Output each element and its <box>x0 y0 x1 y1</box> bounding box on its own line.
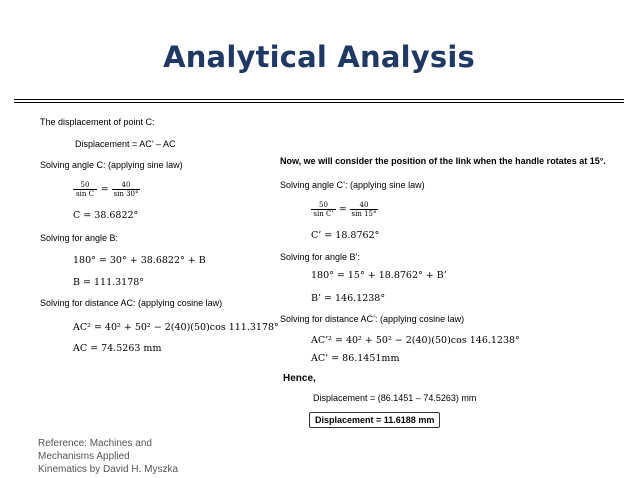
displacement-result-box: Displacement = 11.6188 mm <box>309 412 440 428</box>
left-sine-fraction-1 <box>73 181 97 198</box>
left-frac1-denominator: sin C <box>73 189 97 198</box>
reference-line-1: Reference: Machines and <box>38 438 152 449</box>
right-ac-equation: AC’² = 40² + 50² − 2(40)(50)cos 146.1238° <box>311 335 520 346</box>
right-sine-fraction-2 <box>350 201 378 218</box>
right-angle-c-heading: Solving angle C’: (applying sine law) <box>280 180 425 190</box>
left-ac-equation: AC² = 40² + 50² − 2(40)(50)cos 111.3178° <box>73 322 279 333</box>
right-angle-b-heading: Solving for angle B’: <box>280 252 361 262</box>
right-frac1-numerator: 50 <box>319 201 328 209</box>
left-ac-heading: Solving for distance AC: (applying cosine law) <box>40 298 223 308</box>
left-b-value: B = 111.3178° <box>73 277 145 288</box>
left-sine-fraction-2 <box>112 181 140 198</box>
title-divider-bottom <box>14 102 624 103</box>
right-b-value: B’ = 146.1238° <box>311 293 386 304</box>
left-frac2-numerator: 40 <box>121 181 131 189</box>
right-ac-value: AC’ = 86.1451mm <box>311 353 400 364</box>
left-b-equation: 180° = 30° + 38.6822° + B <box>73 255 206 266</box>
reference-note <box>38 437 178 476</box>
right-hence: Hence, <box>283 373 316 384</box>
right-sine-fraction-1 <box>311 201 336 218</box>
right-b-equation: 180° = 15° + 18.8762° + B’ <box>311 270 447 281</box>
left-displacement-formula: Displacement = AC’ – AC <box>75 139 176 149</box>
left-frac2-denominator: sin 30° <box>113 190 139 198</box>
right-c-value: C’ = 18.8762° <box>311 230 380 241</box>
left-c-value: C = 38.6822° <box>73 210 139 221</box>
right-frac2-numerator: 40 <box>359 201 369 209</box>
title-divider-top <box>14 99 624 100</box>
right-intro: Now, we will consider the position of the link when the handle rotates at 15°. <box>280 156 606 166</box>
left-angle-c-heading: Solving angle C: (applying sine law) <box>40 160 183 170</box>
left-angle-b-heading: Solving for angle B: <box>40 233 119 243</box>
left-ac-value: AC = 74.5263 mm <box>73 343 162 354</box>
left-frac1-numerator: 50 <box>80 181 90 189</box>
reference-line-2: Mechanisms Applied <box>38 451 130 462</box>
left-frac-equals: = <box>101 185 109 195</box>
reference-line-3: Kinematics by David H. Myszka <box>38 464 179 475</box>
right-ac-heading: Solving for distance AC’: (applying cosine law) <box>280 314 465 324</box>
right-frac-equals: = <box>339 205 347 215</box>
right-frac1-denominator: sin C’ <box>311 209 336 218</box>
right-displacement-calc: Displacement = (86.1451 – 74.5263) mm <box>313 393 477 403</box>
slide-title: Analytical Analysis <box>163 40 475 74</box>
right-frac2-denominator: sin 15° <box>351 210 377 218</box>
left-displacement-heading: The displacement of point C: <box>40 117 155 127</box>
